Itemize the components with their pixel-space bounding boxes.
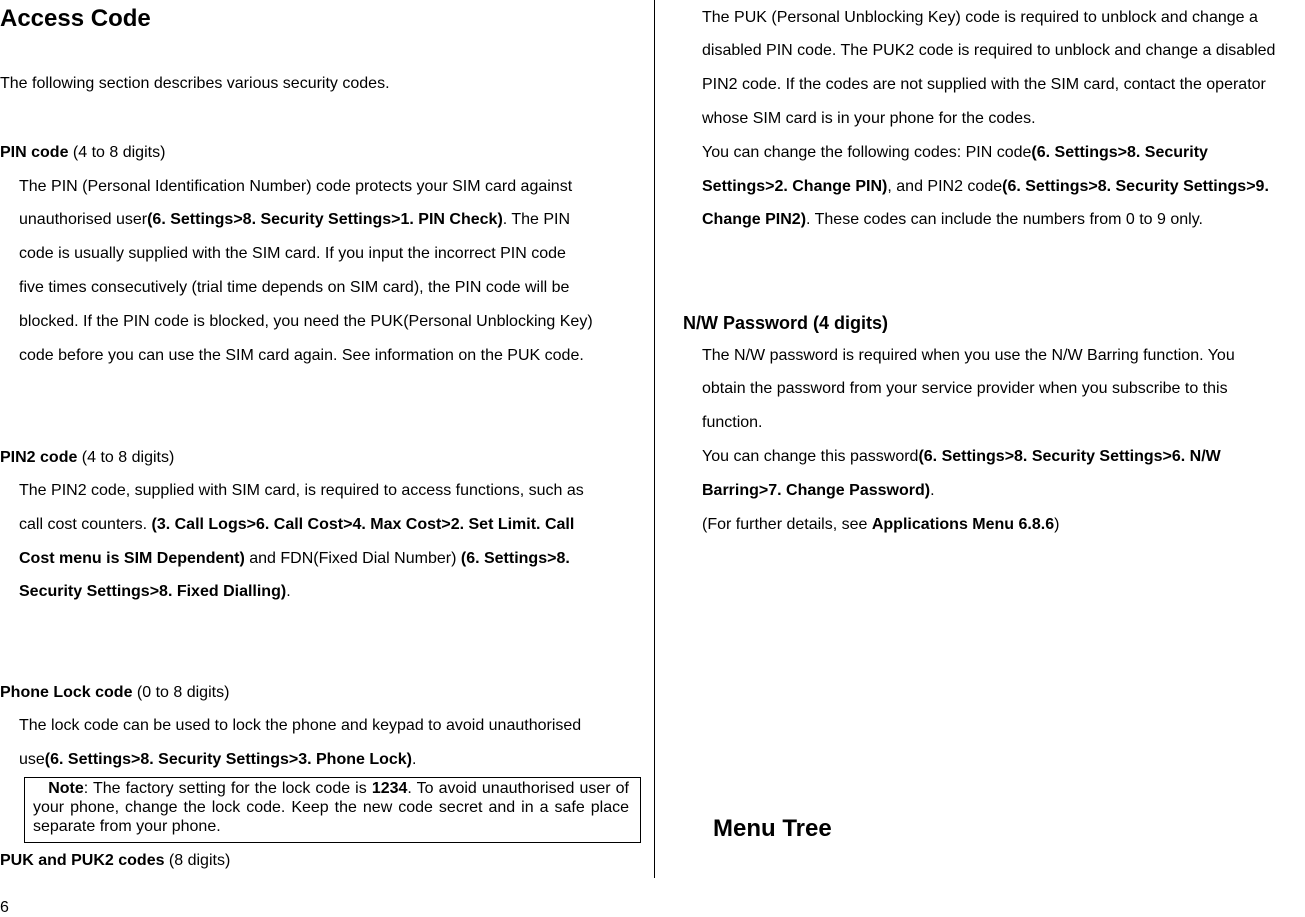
nw-line: You can change this password(6. Settings>8. Security Settings>6. N/W (702, 448, 1221, 465)
nw-line: The N/W password is required when you use the N/W Barring function. You (702, 347, 1235, 364)
nw-line: Barring>7. Change Password). (702, 482, 935, 499)
page-number: 6 (0, 899, 9, 916)
column-divider (654, 0, 655, 878)
phone-lock-line: use(6. Settings>8. Security Settings>3. Phone Lock). (19, 751, 417, 768)
pin-line: blocked. If the PIN code is blocked, you need the PUK(Personal Unblocking Key) (19, 313, 593, 330)
puk-line: disabled PIN code. The PUK2 code is required to unblock and change a disabled (702, 42, 1276, 59)
menu-tree-heading: Menu Tree (713, 815, 832, 842)
pin-line: code is usually supplied with the SIM card. If you input the incorrect PIN code (19, 245, 566, 262)
nw-line: (For further details, see Applications Menu 6.8.6) (702, 516, 1060, 533)
puk-line: PIN2 code. If the codes are not supplied with the SIM card, contact the operator (702, 76, 1266, 93)
pin-line: five times consecutively (trial time depends on SIM card), the PIN code will be (19, 279, 570, 296)
pin-line: The PIN (Personal Identification Number) code protects your SIM card against (19, 178, 573, 195)
puk-heading: PUK and PUK2 codes (8 digits) (0, 852, 231, 869)
pin-line: unauthorised user(6. Settings>8. Security Settings>1. PIN Check). The PIN (19, 211, 571, 228)
note-label: Note (48, 780, 84, 797)
puk-line: You can change the following codes: PIN code(6. Settings>8. Security (702, 144, 1208, 161)
applications-menu-ref: Applications Menu 6.8.6 (871, 516, 1055, 533)
intro-text: The following section describes various security codes. (0, 75, 390, 92)
puk-line: Change PIN2). These codes can include the numbers from 0 to 9 only. (702, 211, 1203, 228)
pin-line: code before you can use the SIM card again. See information on the PUK code. (19, 347, 584, 364)
puk-line: whose SIM card is in your phone for the codes. (702, 110, 1036, 127)
nw-line: function. (702, 414, 763, 431)
pin2-line: Security Settings>8. Fixed Dialling). (19, 583, 291, 600)
puk-line: Settings>2. Change PIN), and PIN2 code(6. Settings>8. Security Settings>9. (702, 178, 1269, 195)
pin2-line: The PIN2 code, supplied with SIM card, is required to access functions, such as (19, 482, 584, 499)
phone-lock-heading: Phone Lock code (0 to 8 digits) (0, 684, 230, 701)
pin2-heading: PIN2 code (4 to 8 digits) (0, 449, 175, 466)
lock-code-value: 1234 (371, 780, 408, 797)
note-box: Note: The factory setting for the lock code is 1234. To avoid unauthorised user of your phone, change the lock code. Keep the new code secret and in a safe place separate from your phone. (24, 777, 641, 843)
pin-heading: PIN code (4 to 8 digits) (0, 144, 166, 161)
puk-line: The PUK (Personal Unblocking Key) code is required to unblock and change a (702, 9, 1258, 26)
pin2-line: Cost menu is SIM Dependent) and FDN(Fixed Dial Number) (6. Settings>8. (19, 550, 570, 567)
phone-lock-line: The lock code can be used to lock the phone and keypad to avoid unauthorised (19, 717, 582, 734)
pin2-line: call cost counters. (3. Call Logs>6. Call Cost>4. Max Cost>2. Set Limit. Call (19, 516, 575, 533)
nw-line: obtain the password from your service provider when you subscribe to this (702, 380, 1228, 397)
nw-heading: N/W Password (4 digits) (683, 313, 889, 333)
page-title: Access Code (0, 5, 151, 32)
